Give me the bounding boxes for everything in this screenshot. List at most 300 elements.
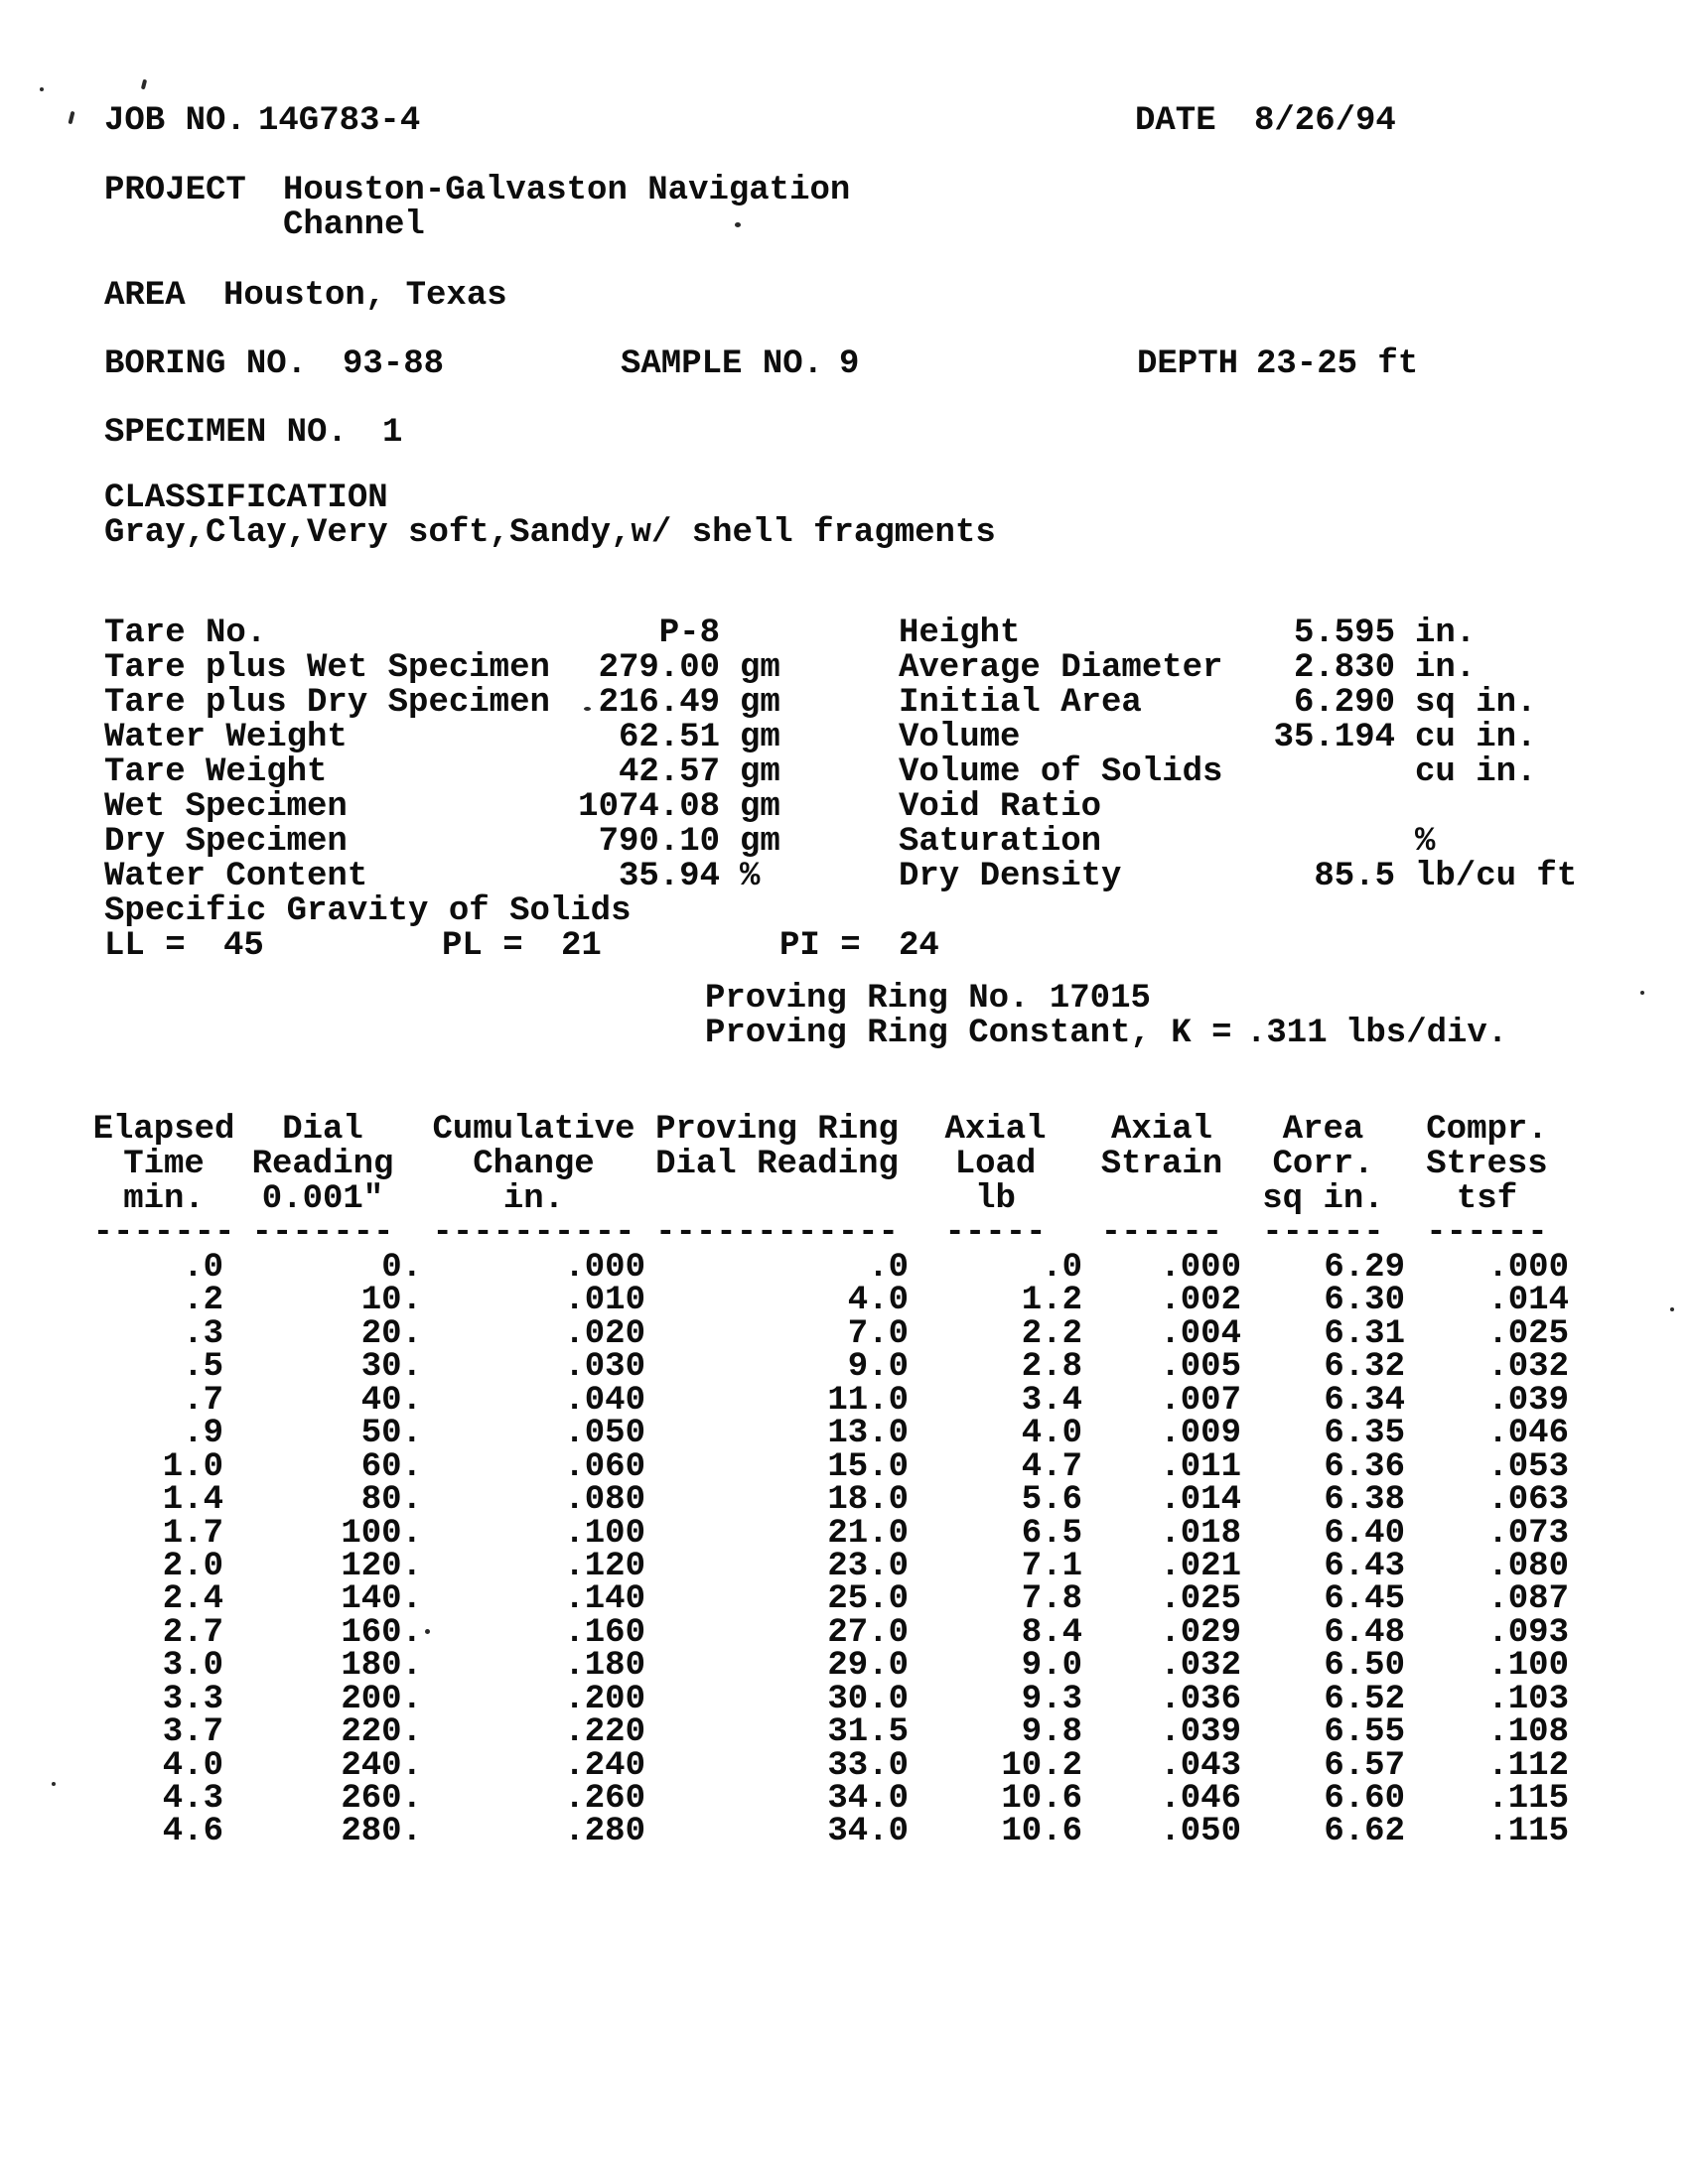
table-cell: .000 [1160,1249,1241,1287]
table-cell: .032 [1487,1348,1569,1387]
table-cell: 160. [341,1613,422,1652]
column-header-line: Dial [282,1111,363,1149]
proving-ring-no: Proving Ring No. 17015 [705,980,1151,1018]
table-cell: 3.4 [1021,1381,1082,1420]
property-unit: gm [740,719,780,756]
table-cell: .120 [564,1547,645,1585]
classification-text: Gray,Clay,Very soft,Sandy,w/ shell fragments [104,514,996,552]
column-header-line: Stress [1426,1146,1548,1183]
table-cell: .029 [1160,1613,1241,1652]
dashes: ------- [251,1214,394,1252]
table-cell: .108 [1487,1713,1569,1752]
column-header-underline [645,1216,909,1251]
table-cell: 220. [341,1713,422,1752]
column-header-line: Load [954,1146,1037,1183]
table-cell: .000 [1487,1249,1569,1287]
column-header-line: Axial [1110,1111,1213,1149]
table-cell: .260 [564,1780,645,1818]
property-label: Height [899,614,1021,652]
table-cell: 6.62 [1324,1813,1405,1851]
table-cell: .100 [564,1514,645,1553]
column-header [92,1111,235,1218]
property-label: Saturation [899,823,1102,861]
table-cell: .046 [1160,1780,1241,1818]
table-cell: .002 [1160,1282,1241,1320]
table-cell: 7.8 [1021,1580,1082,1619]
property-row [104,894,899,929]
table-cell: .093 [1487,1613,1569,1652]
property-label: Volume of Solids [899,753,1223,791]
table-cell: 6.55 [1324,1713,1405,1752]
table-cell: .140 [564,1580,645,1619]
property-label: Average Diameter [899,649,1223,687]
table-cell: .115 [1487,1780,1569,1818]
property-row [899,616,1594,651]
table-cell: .063 [1487,1481,1569,1520]
project-line [0,174,1692,243]
liquid-limit-label: LL = [104,927,186,965]
table-cell: 120. [341,1547,422,1585]
table-cell: .080 [1487,1547,1569,1585]
table-cell: .9 [183,1415,223,1453]
table-cell: 2.8 [1021,1348,1082,1387]
property-value: 42.57 [618,753,720,791]
column-header-line: 0.001" [261,1180,384,1218]
table-cell: 6.52 [1324,1680,1405,1718]
table-cell: 6.38 [1324,1481,1405,1520]
table-cell: .080 [564,1481,645,1520]
job-no-value: 14G783-4 [258,102,421,140]
property-value: 2.830 [1293,649,1395,687]
table-cell: .115 [1487,1813,1569,1851]
property-row [899,686,1594,721]
table-cell: 4.6 [162,1813,223,1851]
table-cell: 6.30 [1324,1282,1405,1320]
table-cell: 6.40 [1324,1514,1405,1553]
table-cell: .009 [1160,1415,1241,1453]
column-header-line: Change [473,1146,595,1183]
property-row [899,721,1594,755]
property-row [104,616,899,651]
table-cell: 4.0 [1021,1415,1082,1453]
table-cell: 0. [381,1249,422,1287]
column-header-line: in. [502,1180,565,1218]
scan-artifact [40,87,44,91]
table-cell: 7.0 [847,1314,909,1353]
scan-artifact [735,222,741,227]
column-header [422,1113,645,1217]
scan-artifact [425,1629,430,1634]
scan-artifact [584,707,591,711]
table-cell: 6.36 [1324,1447,1405,1486]
column-header-line: Dial Reading [655,1146,899,1183]
table-cell: .160 [564,1613,645,1652]
boring-no-label: BORING NO. [104,345,308,383]
property-label: Water Content [104,858,368,895]
scan-artifact [52,1782,56,1786]
table-cell: .100 [1487,1647,1569,1686]
project-name-line2: Channel [283,206,425,244]
column-header-line: tsf [1456,1180,1518,1218]
table-cell: .060 [564,1447,645,1486]
table-cell: .014 [1487,1282,1569,1320]
table-cell: .0 [868,1249,909,1287]
table-cell: .018 [1160,1514,1241,1553]
property-unit: lb/cu ft [1415,858,1578,895]
dashes: ------ [1262,1214,1384,1252]
table-cell: .014 [1160,1481,1241,1520]
table-cell: 4.7 [1021,1447,1082,1486]
column-header [909,1113,1082,1217]
table-cell: 6.50 [1324,1647,1405,1686]
specimen-properties-right [899,616,1594,894]
property-row [899,755,1594,790]
column-header-underline [1082,1216,1241,1251]
column-header-underline [92,1214,235,1252]
property-label: Void Ratio [899,788,1102,826]
date-value: 8/26/94 [1254,102,1396,140]
table-cell: 29.0 [827,1647,909,1686]
specimen-line [0,416,1692,451]
table-cell: .103 [1487,1680,1569,1718]
column-header-underline [909,1216,1082,1251]
table-cell: .280 [564,1813,645,1851]
table-cell: .007 [1160,1381,1241,1420]
table-cell: 9.8 [1021,1713,1082,1752]
table-cell: 6.32 [1324,1348,1405,1387]
table-cell: 15.0 [827,1447,909,1486]
table-cell: 2.4 [162,1580,223,1619]
table-cell: .180 [564,1647,645,1686]
table-cell: 280. [341,1813,422,1851]
table-cell: .000 [564,1249,645,1287]
property-row [104,755,899,790]
table-cell: 11.0 [827,1381,909,1420]
table-cell: .010 [564,1282,645,1320]
table-cell: 3.7 [162,1713,223,1752]
plasticity-index-value: 24 [899,927,939,965]
table-cell: 6.45 [1324,1580,1405,1619]
column-header-line: Strain [1100,1146,1223,1183]
table-cell: 10.6 [1001,1813,1082,1851]
property-unit: % [740,858,761,895]
proving-ring-constant-unit: lbs/div. [1345,1015,1508,1052]
property-value: 1074.08 [578,788,720,826]
table-cell: .011 [1160,1447,1241,1486]
column-header-underline [422,1216,645,1251]
column-header [1405,1113,1569,1217]
table-cell: 20. [360,1314,422,1353]
table-cell: .020 [564,1314,645,1353]
table-cell: .050 [1160,1813,1241,1851]
column-header-underline [223,1216,422,1251]
property-value: 35.194 [1273,719,1395,756]
table-cell: 6.60 [1324,1780,1405,1818]
project-name-line1: Houston-Galvaston Navigation [283,172,851,209]
table-cell: 30. [360,1348,422,1387]
property-label: Initial Area [899,684,1142,722]
property-label: Specific Gravity of Solids [104,892,632,930]
column-header-line: Elapsed [92,1111,235,1149]
table-cell: 10. [360,1282,422,1320]
table-cell: 9.3 [1021,1680,1082,1718]
table-cell: .030 [564,1348,645,1387]
table-cell: 6.43 [1324,1547,1405,1585]
property-unit: % [1415,823,1436,861]
table-cell: .005 [1160,1348,1241,1387]
property-value: P-8 [658,614,720,652]
sample-no-value: 9 [839,345,860,383]
property-value: 6.290 [1293,684,1395,722]
table-cell: .2 [183,1282,223,1320]
property-unit: gm [740,823,780,861]
property-value: 62.51 [618,719,720,756]
table-cell: 1.0 [162,1447,223,1486]
depth-label: DEPTH [1137,345,1239,383]
job-date-line [0,104,1692,139]
table-cell: 140. [341,1580,422,1619]
column-header-line: Axial [944,1111,1047,1149]
table-cell: 100. [341,1514,422,1553]
table-cell: 7.1 [1021,1547,1082,1585]
table-cell: .112 [1487,1746,1569,1785]
table-cell: 3.0 [162,1647,223,1686]
scan-artifact [141,79,147,90]
property-row [104,721,899,755]
table-cell: 1.2 [1021,1282,1082,1320]
property-label: Tare plus Wet Specimen [104,649,550,687]
table-cell: .3 [183,1314,223,1353]
column-header-line: sq in. [1262,1180,1384,1218]
table-cell: .220 [564,1713,645,1752]
table-cell: .036 [1160,1680,1241,1718]
table-cell: 4.0 [847,1282,909,1320]
table-cell: .050 [564,1415,645,1453]
table-cell: .025 [1160,1580,1241,1619]
property-unit: in. [1415,649,1477,687]
property-unit: sq in. [1415,684,1537,722]
table-cell: 1.7 [162,1514,223,1553]
column-header-line: Proving Ring [655,1111,899,1149]
column-header-line: min. [123,1180,205,1218]
column-header [645,1113,909,1217]
table-cell: .004 [1160,1314,1241,1353]
table-cell: 260. [341,1780,422,1818]
table-cell: 30.0 [827,1680,909,1718]
table-cell: .039 [1487,1381,1569,1420]
dashes: ---------- [432,1214,635,1252]
atterberg-limits-line [0,929,1692,964]
area-line [0,279,1692,314]
table-cell: 34.0 [827,1780,909,1818]
table-cell: .039 [1160,1713,1241,1752]
property-label: Dry Specimen [104,823,348,861]
column-header-underline [1241,1216,1405,1251]
table-cell: 200. [341,1680,422,1718]
table-cell: 33.0 [827,1746,909,1785]
table-cell: 60. [360,1447,422,1486]
area-value: Houston, Texas [223,277,507,315]
specimen-properties-left [104,616,899,929]
scan-artifact [1640,991,1644,995]
specimen-no-value: 1 [382,414,403,452]
classification-label: CLASSIFICATION [104,479,388,517]
table-cell: 18.0 [827,1481,909,1520]
column-header [1082,1113,1241,1217]
readings-table-header [92,1111,1569,1218]
property-row [104,651,899,686]
property-unit: gm [740,753,780,791]
property-row [899,651,1594,686]
property-value: 85.5 [1314,858,1395,895]
column-header-line: Reading [251,1146,394,1183]
property-label: Tare Weight [104,753,328,791]
table-cell: 80. [360,1481,422,1520]
column-header-line: lb [975,1180,1016,1218]
table-cell: .200 [564,1680,645,1718]
property-value: 35.94 [618,858,720,895]
property-label: Water Weight [104,719,348,756]
table-cell: 8.4 [1021,1613,1082,1652]
liquid-limit-value: 45 [223,927,264,965]
classification-block [0,481,1692,551]
table-cell: 6.29 [1324,1249,1405,1287]
table-cell: 10.6 [1001,1780,1082,1818]
table-cell: 9.0 [847,1348,909,1387]
property-row [899,860,1594,894]
readings-table-header-rule [92,1214,1569,1252]
property-label: Volume [899,719,1021,756]
column-header-line: Compr. [1426,1111,1548,1149]
table-cell: 25.0 [827,1580,909,1619]
scan-artifact [1670,1307,1674,1311]
property-row [104,825,899,860]
column-header-line: Time [123,1146,205,1183]
area-label: AREA [104,277,186,315]
property-value: 216.49 [598,684,720,722]
table-cell: 21.0 [827,1514,909,1553]
property-row [104,790,899,825]
table-cell: 6.35 [1324,1415,1405,1453]
table-cell: .046 [1487,1415,1569,1453]
project-label: PROJECT [104,172,246,209]
table-cell: 2.0 [162,1547,223,1585]
property-unit: in. [1415,614,1477,652]
table-cell: .087 [1487,1580,1569,1619]
column-header [1241,1113,1405,1217]
table-cell: 23.0 [827,1547,909,1585]
dashes: ----- [944,1214,1047,1252]
table-cell: 10.2 [1001,1746,1082,1785]
table-cell: 6.31 [1324,1314,1405,1353]
readings-table-body [104,1249,1569,1851]
table-cell: 3.3 [162,1680,223,1718]
property-label: Tare plus Dry Specimen [104,684,550,722]
table-cell: 180. [341,1647,422,1686]
property-row [899,790,1594,825]
table-cell: .073 [1487,1514,1569,1553]
boring-no-value: 93-88 [343,345,445,383]
table-cell: 40. [360,1381,422,1420]
table-cell: 6.57 [1324,1746,1405,1785]
property-unit: gm [740,649,780,687]
property-value: 790.10 [598,823,720,861]
column-header-underline [1405,1216,1569,1251]
proving-ring-constant-label: Proving Ring Constant, K = [705,1015,1232,1052]
table-cell: 31.5 [827,1713,909,1752]
date-label: DATE [1135,102,1216,140]
proving-ring-constant-value: .311 [1246,1015,1328,1052]
dashes: ------- [92,1214,235,1252]
depth-value: 23-25 ft [1256,345,1419,383]
property-unit: gm [740,788,780,826]
boring-sample-depth-line [0,347,1692,382]
dashes: ------------ [655,1214,899,1252]
property-row [104,860,899,894]
table-cell: 6.5 [1021,1514,1082,1553]
table-cell: 4.0 [162,1746,223,1785]
dashes: ------ [1100,1214,1223,1252]
table-cell: 13.0 [827,1415,909,1453]
table-cell: .0 [1042,1249,1082,1287]
property-row [104,686,899,721]
table-cell: 34.0 [827,1813,909,1851]
table-cell: .043 [1160,1746,1241,1785]
table-cell: .7 [183,1381,223,1420]
table-cell: .053 [1487,1447,1569,1486]
table-cell: 27.0 [827,1613,909,1652]
plastic-limit-value: 21 [561,927,602,965]
property-value: 5.595 [1293,614,1395,652]
property-label: Wet Specimen [104,788,348,826]
column-header-line: Corr. [1272,1146,1374,1183]
table-cell: 6.34 [1324,1381,1405,1420]
property-value: 279.00 [598,649,720,687]
property-label: Dry Density [899,858,1122,895]
table-cell: 2.2 [1021,1314,1082,1353]
table-cell: 9.0 [1021,1647,1082,1686]
plastic-limit-label: PL = [442,927,523,965]
table-cell: .040 [564,1381,645,1420]
property-label: Tare No. [104,614,267,652]
table-cell: 5.6 [1021,1481,1082,1520]
table-cell: .025 [1487,1314,1569,1353]
dashes: ------ [1426,1214,1548,1252]
property-unit: cu in. [1415,719,1537,756]
column-header-line: Cumulative [432,1111,635,1149]
table-cell: .5 [183,1348,223,1387]
table-cell: 2.7 [162,1613,223,1652]
proving-ring-block [705,982,1599,1051]
specimen-no-label: SPECIMEN NO. [104,414,348,452]
table-cell: .032 [1160,1647,1241,1686]
table-cell: 6.48 [1324,1613,1405,1652]
column-header [223,1113,422,1217]
table-cell: .240 [564,1746,645,1785]
table-cell: 240. [341,1746,422,1785]
table-cell: .0 [183,1249,223,1287]
property-unit: gm [740,684,780,722]
column-header-line: Area [1282,1111,1364,1149]
table-cell: 4.3 [162,1780,223,1818]
table-cell: 1.4 [162,1481,223,1520]
sample-no-label: SAMPLE NO. [621,345,824,383]
plasticity-index-label: PI = [779,927,861,965]
job-no-label: JOB NO. [104,102,246,140]
property-row [899,825,1594,860]
table-cell: .021 [1160,1547,1241,1585]
table-cell: 50. [360,1415,422,1453]
